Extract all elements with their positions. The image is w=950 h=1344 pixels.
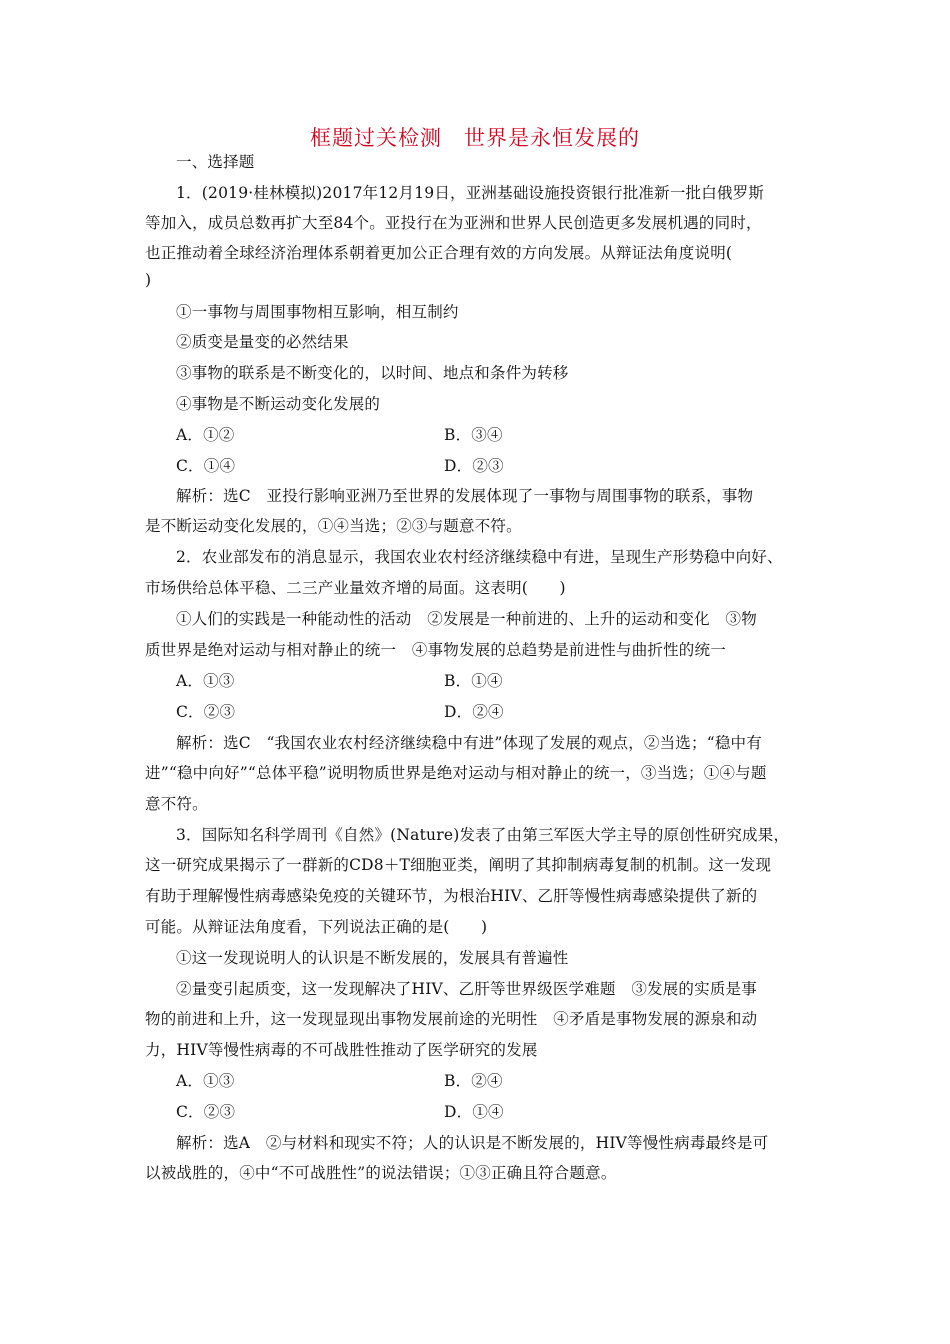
document-title: 框题过关检测 世界是永恒发展的 <box>310 126 640 150</box>
question-1-analysis: 是不断运动变化发展的，①④当选；②③与题意不符。 <box>145 517 522 535</box>
question-3-option-d: D．①④ <box>444 1103 504 1121</box>
question-3-option-b: B．②④ <box>444 1072 503 1090</box>
question-2-analysis: 进”“稳中向好”“总体平稳”说明物质世界是绝对运动与相对静止的统一，③当选；①④与题 <box>145 764 767 782</box>
question-2-analysis: 解析：选C “我国农业农村经济继续稳中有进”体现了发展的观点，②当选；“稳中有 <box>176 734 762 752</box>
question-2-option-c: C．②③ <box>176 703 236 721</box>
question-3-item: ①这一发现说明人的认识是不断发展的，发展具有普遍性 <box>176 949 569 967</box>
question-2-option-a: A．①③ <box>176 672 235 690</box>
question-1-item: ③事物的联系是不断变化的，以时间、地点和条件为转移 <box>176 364 569 382</box>
question-1-option-a: A．①② <box>176 426 235 444</box>
question-1-text: 也正推动着全球经济治理体系朝着更加公正合理有效的方向发展。从辩证法角度说明( <box>145 244 733 262</box>
question-2-option-d: D．②④ <box>444 703 504 721</box>
question-1-analysis: 解析：选C 亚投行影响亚洲乃至世界的发展体现了一事物与周围事物的联系，事物 <box>176 487 754 505</box>
question-1-text: 1．(2019·桂林模拟)2017年12月19日，亚洲基础设施投资银行批准新一批白俄罗斯 <box>176 184 765 202</box>
question-2-text: 2．农业部发布的消息显示，我国农业农村经济继续稳中有进，呈现生产形势稳中向好、 <box>176 548 783 566</box>
question-1-text: ) <box>145 271 152 289</box>
question-3-analysis: 解析：选A ②与材料和现实不符；人的认识是不断发展的，HIV等慢性病毒最终是可 <box>176 1134 769 1152</box>
question-1-item: ④事物是不断运动变化发展的 <box>176 395 381 413</box>
question-1-option-d: D．②③ <box>444 457 504 475</box>
question-2-analysis: 意不符。 <box>145 795 208 813</box>
question-1-option-c: C．①④ <box>176 457 236 475</box>
question-3-text: 可能。从辩证法角度看，下列说法正确的是( ) <box>145 918 488 936</box>
question-3-item: 物的前进和上升，这一发现显现出事物发展前途的光明性 ④矛盾是事物发展的源泉和动 <box>145 1010 758 1028</box>
question-2-text: 市场供给总体平稳、二三产业量效齐增的局面。这表明( ) <box>145 579 566 597</box>
question-3-option-a: A．①③ <box>176 1072 235 1090</box>
question-3-item: ②量变引起质变，这一发现解决了HIV、乙肝等世界级医学难题 ③发展的实质是事 <box>176 980 757 998</box>
question-2-option-b: B．①④ <box>444 672 503 690</box>
question-2-item: ①人们的实践是一种能动性的活动 ②发展是一种前进的、上升的运动和变化 ③物 <box>176 610 757 628</box>
question-3-text: 这一研究成果揭示了一群新的CD8＋T细胞亚类，阐明了其抑制病毒复制的机制。这一发现 <box>145 856 772 874</box>
question-2-item: 质世界是绝对运动与相对静止的统一 ④事物发展的总趋势是前进性与曲折性的统一 <box>145 641 726 659</box>
question-1-option-b: B．③④ <box>444 426 503 444</box>
section-heading: 一、选择题 <box>176 153 255 171</box>
question-1-item: ②质变是量变的必然结果 <box>176 333 349 351</box>
question-3-item: 力，HIV等慢性病毒的不可战胜性推动了医学研究的发展 <box>145 1041 538 1059</box>
question-3-analysis: 以被战胜的，④中“不可战胜性”的说法错误；①③正确且符合题意。 <box>145 1164 617 1182</box>
question-1-item: ①一事物与周围事物相互影响，相互制约 <box>176 303 459 321</box>
question-3-text: 有助于理解慢性病毒感染免疫的关键环节，为根治HIV、乙肝等慢性病毒感染提供了新的 <box>145 887 758 905</box>
question-3-text: 3．国际知名科学周刊《自然》(Nature)发表了由第三军医大学主导的原创性研究成果， <box>176 826 790 844</box>
question-1-text: 等加入，成员总数再扩大至84个。亚投行在为亚洲和世界人民创造更多发展机遇的同时， <box>145 214 762 232</box>
question-3-option-c: C．②③ <box>176 1103 236 1121</box>
